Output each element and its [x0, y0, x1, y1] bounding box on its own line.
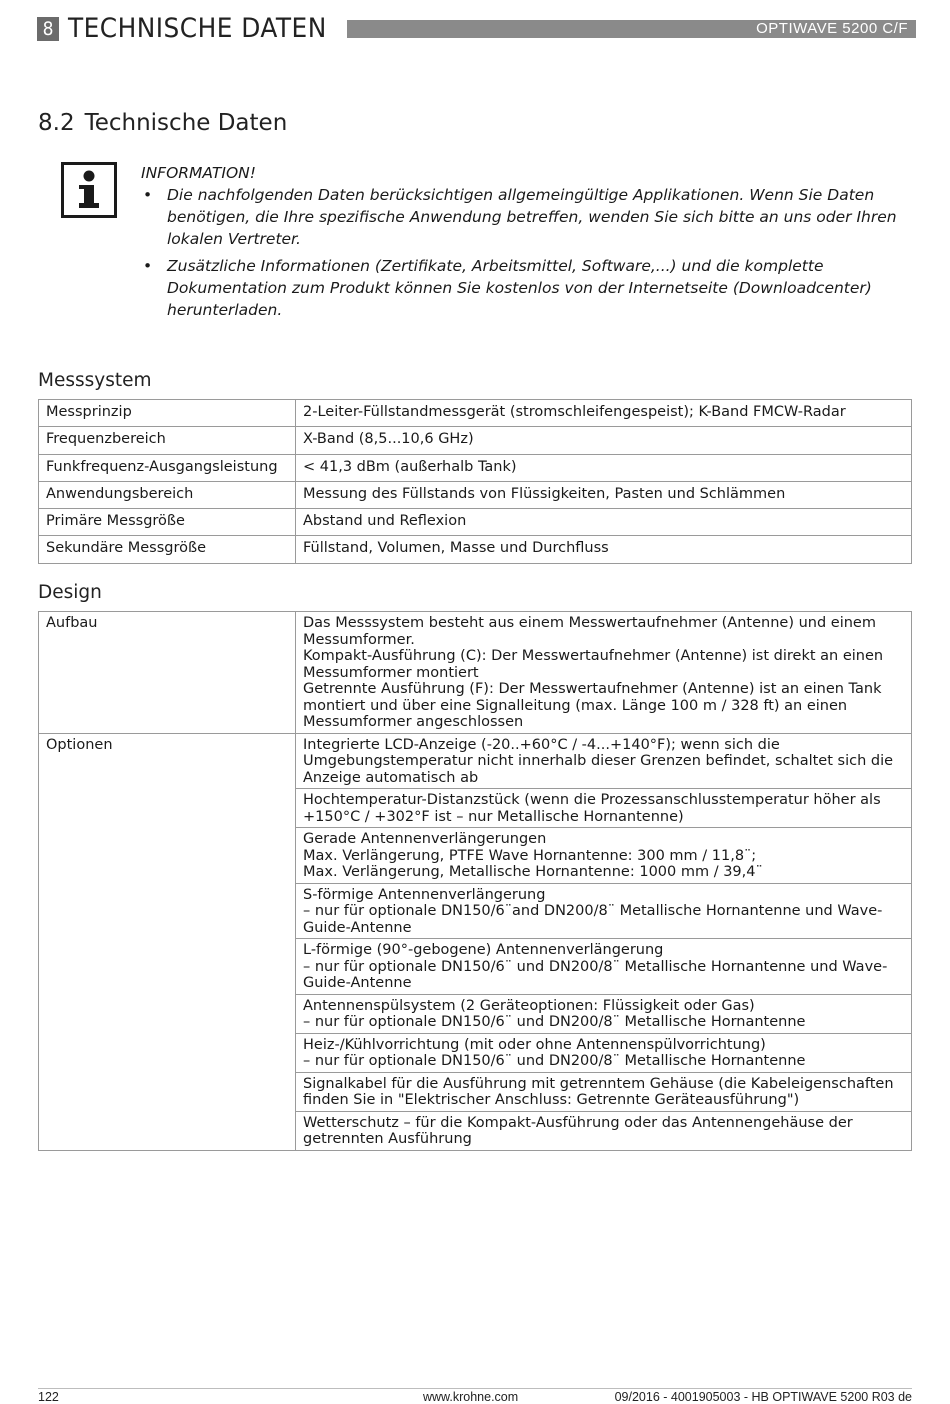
value-line: montiert und über eine Signalleitung (max. Länge 100 m / 328 ft) an einen [303, 697, 848, 714]
value-line: Messumformer montiert [303, 664, 479, 681]
value-line: Integrierte LCD-Anzeige (-20..+60°C / -4...+140°F); wenn sich die [303, 736, 780, 753]
value-line: Hochtemperatur-Distanzstück (wenn die Prozessanschlusstemperatur höher als [303, 792, 881, 808]
value-line: Guide-Antenne [303, 919, 412, 936]
section-title [38, 110, 287, 136]
value-line: Gerade Antennenverlängerungen [303, 831, 547, 847]
value-line: S-förmige Antennenverlängerung [303, 886, 546, 903]
information-bullet [141, 255, 921, 321]
option-item [296, 994, 912, 1033]
value-line: Heiz-/Kühlvorrichtung (mit oder ohne Antennenspülvorrichtung) [303, 1036, 766, 1053]
chapter-number: 8 [37, 17, 59, 41]
value-line: – nur für optionale DN150/6¨and DN200/8¨ Metallische Hornantenne und Wave- [303, 903, 883, 919]
value-line: Messumformer. [303, 631, 415, 648]
row-value: 2-Leiter-Füllstandmessgerät (stromschleifengespeist); K-Band FMCW-Radar [296, 400, 912, 427]
page-header [37, 13, 916, 44]
design-table [38, 611, 912, 1151]
value-line: Signalkabel für die Ausführung mit getrenntem Gehäuse (die Kabeleigenschaften [303, 1075, 894, 1092]
table-row [39, 509, 912, 536]
section-number: 8.2 [38, 110, 75, 136]
value-line: Anzeige automatisch ab [303, 769, 479, 786]
option-item [296, 939, 912, 995]
bullet-line: Die nachfolgenden Daten berücksichtigen allgemeingültige Applikationen. Wenn Sie Daten [167, 186, 875, 204]
bullet-line: lokalen Vertreter. [167, 230, 301, 248]
option-item [296, 883, 912, 939]
footer-website: www.krohne.com [423, 1390, 519, 1404]
value-line: Kompakt-Ausführung (C): Der Messwertaufnehmer (Antenne) ist direkt an einen [303, 648, 884, 664]
bullet-line: Dokumentation zum Produkt können Sie kostenlos von der Internetseite (Downloadcenter) [167, 279, 872, 297]
value-line: – nur für optionale DN150/6¨ und DN200/8¨ Metallische Hornantenne [303, 1053, 806, 1069]
row-value: Füllstand, Volumen, Masse und Durchfluss [296, 536, 912, 563]
value-line: getrennten Ausführung [303, 1131, 472, 1147]
value-line: Getrennte Ausführung (F): Der Messwertaufnehmer (Antenne) ist an einen Tank [303, 681, 882, 697]
row-key: Funkfrequenz-Ausgangsleistung [39, 454, 296, 481]
document-reference: 09/2016 - 4001905003 - HB OPTIWAVE 5200 R03 de [614, 1390, 912, 1404]
table-row [39, 612, 912, 734]
option-item [296, 733, 912, 789]
option-item [296, 828, 912, 884]
row-value: < 41,3 dBm (außerhalb Tank) [296, 454, 912, 481]
value-line: – nur für optionale DN150/6¨ und DN200/8¨ Metallische Hornantenne und Wave- [303, 958, 888, 975]
information-bullet [141, 184, 921, 250]
value-line: Das Messsystem besteht aus einem Messwertaufnehmer (Antenne) und einem [303, 615, 876, 631]
value-line: Umgebungstemperatur nicht innerhalb dieser Grenzen befindet, schaltet sich die [303, 753, 894, 769]
information-notice [141, 162, 921, 321]
value-line: Wetterschutz – für die Kompakt-Ausführung oder das Antennengehäuse der [303, 1114, 853, 1131]
row-key: Primäre Messgröße [39, 509, 296, 536]
value-line: Max. Verlängerung, Metallische Hornantenne: 1000 mm / 39,4¨ [303, 864, 763, 880]
table-row [39, 481, 912, 508]
messsystem-table [38, 399, 912, 564]
footer-divider [38, 1388, 912, 1389]
row-key: Frequenzbereich [39, 427, 296, 454]
row-key: Sekundäre Messgröße [39, 536, 296, 563]
info-icon [61, 162, 117, 218]
value-line: Antennenspülsystem (2 Geräteoptionen: Flüssigkeit oder Gas) [303, 997, 755, 1014]
value-line: Max. Verlängerung, PTFE Wave Hornantenne: 300 mm / 11,8¨; [303, 847, 757, 864]
option-item [296, 789, 912, 828]
table-row [39, 454, 912, 481]
messsystem-heading: Messsystem [38, 370, 152, 391]
table-row [39, 400, 912, 427]
table-row [39, 427, 912, 454]
row-key: Messprinzip [39, 400, 296, 427]
value-line: +150°C / +302°F ist – nur Metallische Hornantenne) [303, 808, 684, 825]
product-name: OPTIWAVE 5200 C/F [756, 20, 908, 37]
value-line: finden Sie in "Elektrischer Anschluss: Getrennte Geräteausführung") [303, 1092, 800, 1108]
bullet-line: benötigen, die Ihre spezifische Anwendung betreffen, wenden Sie sich bitte an uns oder Ihren [167, 208, 897, 226]
row-value: Abstand und Reflexion [296, 509, 912, 536]
table-row [39, 536, 912, 563]
row-value: Messung des Füllstands von Flüssigkeiten, Pasten und Schlämmen [296, 481, 912, 508]
value-line: Messumformer angeschlossen [303, 714, 524, 730]
section-title-text: Technische Daten [84, 110, 288, 136]
page-number: 122 [38, 1390, 59, 1404]
row-key: Aufbau [39, 612, 296, 734]
row-value [296, 612, 912, 734]
information-heading: INFORMATION! [141, 164, 256, 182]
bullet-point: • [143, 257, 153, 275]
option-item [296, 1111, 912, 1150]
value-line: Guide-Antenne [303, 975, 412, 991]
value-line: L-förmige (90°-gebogene) Antennenverlängerung [303, 942, 664, 958]
bullet-line: Zusätzliche Informationen (Zertifikate, Arbeitsmittel, Software,...) und die komplette [167, 257, 824, 275]
bullet-point: • [143, 186, 153, 204]
chapter-title: TECHNISCHE DATEN [68, 13, 327, 44]
row-value: X-Band (8,5...10,6 GHz) [296, 427, 912, 454]
row-key: Anwendungsbereich [39, 481, 296, 508]
bullet-line: herunterladen. [167, 301, 283, 319]
value-line: – nur für optionale DN150/6¨ und DN200/8¨ Metallische Hornantenne [303, 1014, 806, 1030]
option-item [296, 1072, 912, 1111]
design-heading: Design [38, 582, 102, 603]
row-key: Optionen [39, 733, 296, 1150]
table-row [39, 733, 912, 789]
option-item [296, 1033, 912, 1072]
